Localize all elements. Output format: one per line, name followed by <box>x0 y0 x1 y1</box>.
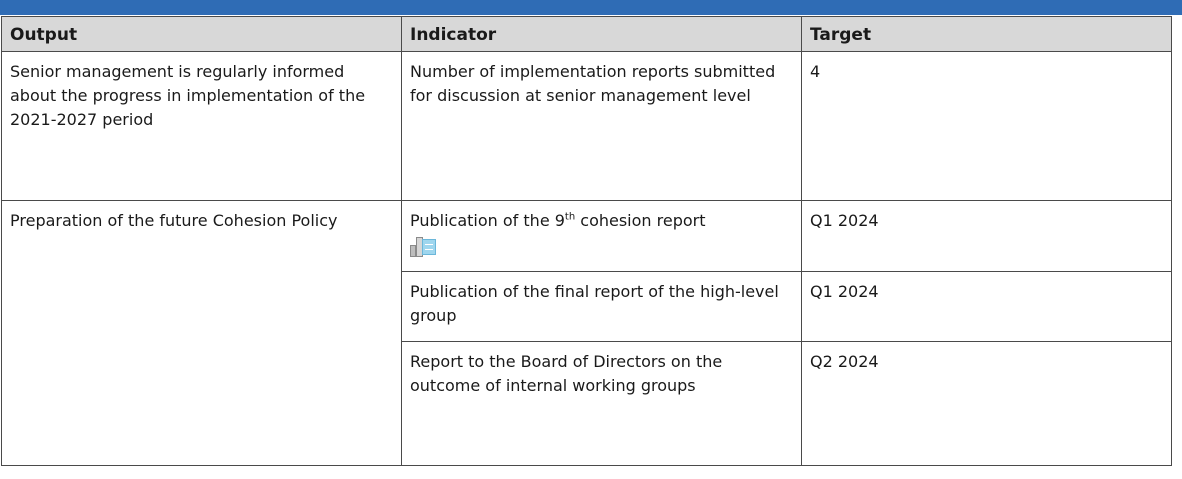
column-header-target: Target <box>802 17 1172 52</box>
report-document-icon <box>410 237 436 257</box>
table-header-row <box>2 17 1172 52</box>
table-row <box>2 52 1172 201</box>
indicator-cell: Number of implementation reports submitted for discussion at senior management level <box>402 52 802 201</box>
outputs-table <box>1 16 1172 466</box>
indicator-cell <box>402 201 802 272</box>
table-row <box>2 201 1172 272</box>
output-cell: Senior management is regularly informed about the progress in implementation of the 2021-2027 period <box>2 52 402 201</box>
indicator-cell: Report to the Board of Directors on the outcome of internal working groups <box>402 342 802 466</box>
indicator-text: Publication of the 9 <box>410 211 565 230</box>
indicator-cell: Publication of the final report of the high-level group <box>402 272 802 342</box>
target-cell: Q1 2024 <box>802 272 1172 342</box>
section-header-band <box>0 0 1182 16</box>
output-cell: Preparation of the future Cohesion Policy <box>2 201 402 466</box>
column-header-indicator: Indicator <box>402 17 802 52</box>
ordinal-suffix: th <box>564 211 576 223</box>
column-header-output: Output <box>2 17 402 52</box>
indicator-text-end: cohesion report <box>575 211 706 230</box>
target-cell: 4 <box>802 52 1172 201</box>
target-cell: Q1 2024 <box>802 201 1172 272</box>
target-cell: Q2 2024 <box>802 342 1172 466</box>
